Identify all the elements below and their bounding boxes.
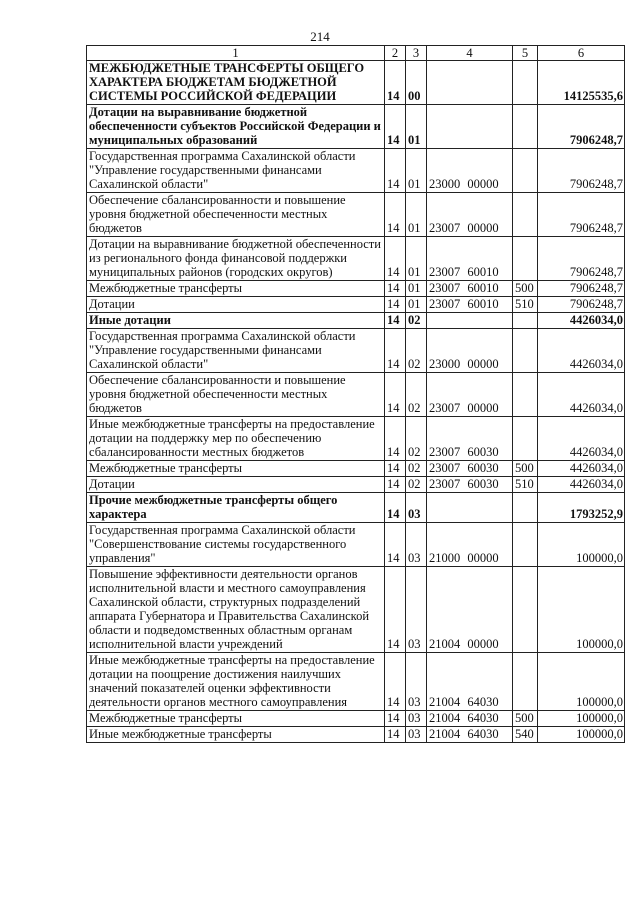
row-subsection-code: 01 xyxy=(406,193,427,237)
row-expense-type-code: 510 xyxy=(513,477,538,493)
row-name: Государственная программа Сахалинской области "Совершенствование системы государственного управления" xyxy=(87,523,385,567)
row-target-code: 23007 60010 xyxy=(427,237,513,281)
row-expense-type-code xyxy=(513,493,538,523)
row-name: Дотации xyxy=(87,297,385,313)
row-target-code xyxy=(427,493,513,523)
row-amount: 14125535,6 xyxy=(538,61,625,105)
row-subsection-code: 03 xyxy=(406,727,427,743)
row-expense-type-code xyxy=(513,653,538,711)
page-number: 214 xyxy=(310,29,330,44)
header-col-1: 1 xyxy=(87,46,385,61)
row-amount: 4426034,0 xyxy=(538,373,625,417)
row-amount: 4426034,0 xyxy=(538,417,625,461)
row-section-code: 14 xyxy=(385,711,406,727)
row-subsection-code: 01 xyxy=(406,297,427,313)
header-col-2: 2 xyxy=(385,46,406,61)
row-section-code: 14 xyxy=(385,193,406,237)
table-row xyxy=(87,493,625,523)
row-expense-type-code xyxy=(513,567,538,653)
row-expense-type-code xyxy=(513,329,538,373)
row-amount: 7906248,7 xyxy=(538,281,625,297)
row-amount: 4426034,0 xyxy=(538,477,625,493)
row-expense-type-code xyxy=(513,417,538,461)
row-section-code: 14 xyxy=(385,105,406,149)
row-name: Дотации на выравнивание бюджетной обеспеченности из регионального фонда финансовой поддержки муниципальных районов (городских округов) xyxy=(87,237,385,281)
row-target-code: 23000 00000 xyxy=(427,329,513,373)
row-amount: 4426034,0 xyxy=(538,461,625,477)
table-body xyxy=(87,61,625,743)
row-section-code: 14 xyxy=(385,417,406,461)
row-expense-type-code xyxy=(513,373,538,417)
row-subsection-code: 02 xyxy=(406,477,427,493)
row-amount: 7906248,7 xyxy=(538,297,625,313)
row-amount: 7906248,7 xyxy=(538,105,625,149)
row-name: Иные дотации xyxy=(87,313,385,329)
row-subsection-code: 01 xyxy=(406,281,427,297)
table-row xyxy=(87,373,625,417)
row-subsection-code: 02 xyxy=(406,373,427,417)
row-target-code: 21004 00000 xyxy=(427,567,513,653)
table-row xyxy=(87,297,625,313)
header-col-3: 3 xyxy=(406,46,427,61)
table-row xyxy=(87,281,625,297)
row-name: Обеспечение сбалансированности и повышение уровня бюджетной обеспеченности местных бюджетов xyxy=(87,373,385,417)
row-amount: 4426034,0 xyxy=(538,329,625,373)
row-section-code: 14 xyxy=(385,493,406,523)
row-target-code: 23007 60030 xyxy=(427,477,513,493)
row-subsection-code: 02 xyxy=(406,329,427,373)
row-subsection-code: 03 xyxy=(406,493,427,523)
row-subsection-code: 02 xyxy=(406,461,427,477)
table-row xyxy=(87,477,625,493)
table-row xyxy=(87,711,625,727)
row-expense-type-code xyxy=(513,523,538,567)
row-subsection-code: 01 xyxy=(406,237,427,281)
header-col-4: 4 xyxy=(427,46,513,61)
table-row xyxy=(87,523,625,567)
row-expense-type-code xyxy=(513,105,538,149)
row-section-code: 14 xyxy=(385,281,406,297)
row-target-code xyxy=(427,313,513,329)
table-row xyxy=(87,61,625,105)
row-target-code: 21000 00000 xyxy=(427,523,513,567)
row-target-code: 21004 64030 xyxy=(427,711,513,727)
row-name: Межбюджетные трансферты xyxy=(87,281,385,297)
row-name: Межбюджетные трансферты xyxy=(87,711,385,727)
row-section-code: 14 xyxy=(385,567,406,653)
table-row xyxy=(87,727,625,743)
table-row xyxy=(87,653,625,711)
header-row xyxy=(87,46,625,61)
row-section-code: 14 xyxy=(385,523,406,567)
row-amount: 7906248,7 xyxy=(538,237,625,281)
row-expense-type-code xyxy=(513,193,538,237)
row-subsection-code: 02 xyxy=(406,417,427,461)
row-section-code: 14 xyxy=(385,313,406,329)
table-row xyxy=(87,329,625,373)
row-amount: 100000,0 xyxy=(538,727,625,743)
row-expense-type-code xyxy=(513,149,538,193)
row-expense-type-code: 500 xyxy=(513,461,538,477)
table-row xyxy=(87,567,625,653)
row-name: Иные межбюджетные трансферты на предоставление дотации на поощрение достижения наилучших значений показателей оценки эффективности деятельности органов местного самоуправления xyxy=(87,653,385,711)
row-expense-type-code xyxy=(513,237,538,281)
row-subsection-code: 03 xyxy=(406,567,427,653)
row-expense-type-code: 510 xyxy=(513,297,538,313)
row-target-code: 21004 64030 xyxy=(427,653,513,711)
row-subsection-code: 03 xyxy=(406,523,427,567)
header-col-5: 5 xyxy=(513,46,538,61)
row-target-code: 23007 00000 xyxy=(427,193,513,237)
row-subsection-code: 03 xyxy=(406,711,427,727)
row-target-code: 23007 60030 xyxy=(427,417,513,461)
row-section-code: 14 xyxy=(385,149,406,193)
row-amount: 100000,0 xyxy=(538,711,625,727)
row-amount: 1793252,9 xyxy=(538,493,625,523)
row-expense-type-code xyxy=(513,313,538,329)
table-row xyxy=(87,461,625,477)
row-amount: 4426034,0 xyxy=(538,313,625,329)
row-amount: 100000,0 xyxy=(538,523,625,567)
row-subsection-code: 01 xyxy=(406,149,427,193)
row-section-code: 14 xyxy=(385,727,406,743)
row-subsection-code: 03 xyxy=(406,653,427,711)
row-name: Межбюджетные трансферты xyxy=(87,461,385,477)
table-row xyxy=(87,105,625,149)
row-name: Дотации xyxy=(87,477,385,493)
row-target-code: 23000 00000 xyxy=(427,149,513,193)
row-name: Иные межбюджетные трансферты на предоставление дотации на поддержку мер по обеспечению сбалансированности местных бюджетов xyxy=(87,417,385,461)
table-row xyxy=(87,313,625,329)
row-amount: 100000,0 xyxy=(538,567,625,653)
table-row xyxy=(87,417,625,461)
row-subsection-code: 01 xyxy=(406,105,427,149)
row-target-code xyxy=(427,61,513,105)
row-subsection-code: 02 xyxy=(406,313,427,329)
row-subsection-code: 00 xyxy=(406,61,427,105)
row-section-code: 14 xyxy=(385,329,406,373)
row-target-code: 23007 60010 xyxy=(427,297,513,313)
row-amount: 100000,0 xyxy=(538,653,625,711)
row-expense-type-code: 540 xyxy=(513,727,538,743)
row-section-code: 14 xyxy=(385,461,406,477)
row-name: Государственная программа Сахалинской области "Управление государственными финансами Сахалинской области" xyxy=(87,329,385,373)
row-name: Обеспечение сбалансированности и повышение уровня бюджетной обеспеченности местных бюджетов xyxy=(87,193,385,237)
row-expense-type-code: 500 xyxy=(513,281,538,297)
row-target-code: 23007 60010 xyxy=(427,281,513,297)
row-target-code xyxy=(427,105,513,149)
row-expense-type-code: 500 xyxy=(513,711,538,727)
row-section-code: 14 xyxy=(385,477,406,493)
row-target-code: 23007 60030 xyxy=(427,461,513,477)
row-name: Государственная программа Сахалинской области "Управление государственными финансами Сахалинской области" xyxy=(87,149,385,193)
table-row xyxy=(87,193,625,237)
row-section-code: 14 xyxy=(385,297,406,313)
row-section-code: 14 xyxy=(385,237,406,281)
row-name: Дотации на выравнивание бюджетной обеспеченности субъектов Российской Федерации и муниципальных образований xyxy=(87,105,385,149)
row-name: Прочие межбюджетные трансферты общего характера xyxy=(87,493,385,523)
row-name: Иные межбюджетные трансферты xyxy=(87,727,385,743)
row-target-code: 23007 00000 xyxy=(427,373,513,417)
row-target-code: 21004 64030 xyxy=(427,727,513,743)
budget-table xyxy=(86,45,625,743)
row-section-code: 14 xyxy=(385,61,406,105)
row-section-code: 14 xyxy=(385,653,406,711)
row-name: Повышение эффективности деятельности органов исполнительной власти и местного самоуправления Сахалинской области, структурных подразделений аппарата Губернатора и Правительства Сахалинской области и подведомственных областным органам исполнительной власти учреждений xyxy=(87,567,385,653)
table-row xyxy=(87,237,625,281)
row-amount: 7906248,7 xyxy=(538,149,625,193)
row-expense-type-code xyxy=(513,61,538,105)
row-section-code: 14 xyxy=(385,373,406,417)
row-name: МЕЖБЮДЖЕТНЫЕ ТРАНСФЕРТЫ ОБЩЕГО ХАРАКТЕРА БЮДЖЕТАМ БЮДЖЕТНОЙ СИСТЕМЫ РОССИЙСКОЙ ФЕДЕРАЦИИ xyxy=(87,61,385,105)
table-row xyxy=(87,149,625,193)
header-col-6: 6 xyxy=(538,46,625,61)
row-amount: 7906248,7 xyxy=(538,193,625,237)
